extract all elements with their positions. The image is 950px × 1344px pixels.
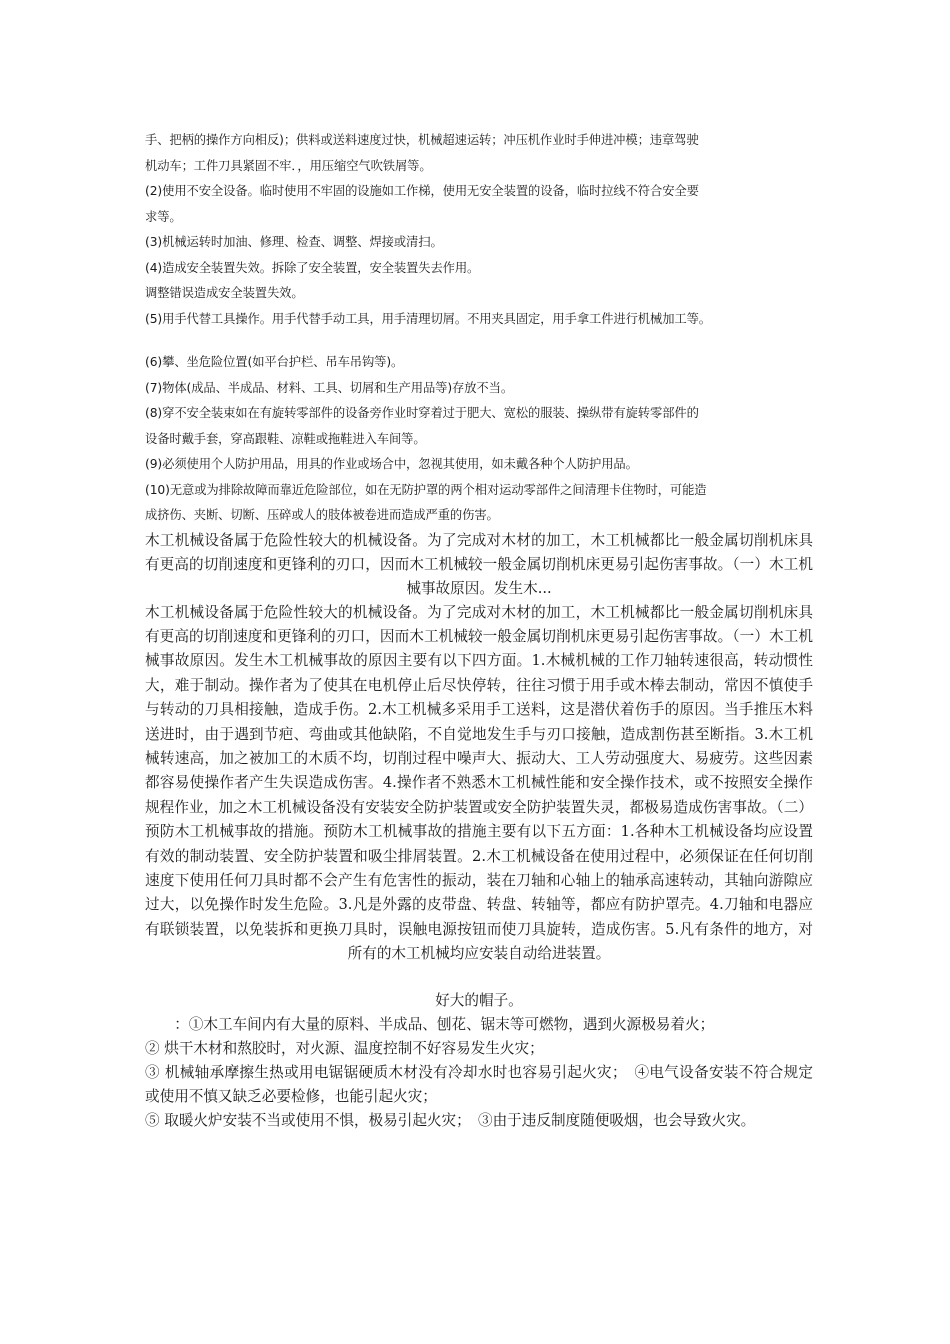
list-line: 调整错误造成安全装置失效。 xyxy=(145,286,304,300)
list-line: (10)无意或为排除故障而靠近危险部位，如在无防护罩的两个相对运动零部件之间清理卡住物时，可能造 xyxy=(145,482,707,497)
list-line: (2)使用不安全设备。临时使用不牢固的设施如工作梯，使用无安全装置的设备，临时拉线不符合安全要 xyxy=(145,184,699,198)
list-line: (3)机械运转时加油、修理、检查、调整、焊接或清扫。 xyxy=(145,235,443,249)
fire-cause-line: ③ 机械轴承摩擦生热或用电锯锯硬质木材没有冷却水时也容易引起火灾； ④电气设备安装不符合规定或使用不慎又缺乏必要检修，也能引起火灾； xyxy=(145,1064,813,1106)
body-paragraph: 木工机械设备属于危险性较大的机械设备。为了完成对木材的加工，木工机械都比一般金属切削机床具有更高的切削速度和更锋利的刃口，因而木工机械较一般金属切削机床更易引起伤害事故。（一）木工机械事故原因。发生木工机械事故的原因主要有以下四方面。1.木械机械的工作刀轴转速很高，转动惯性大，难于制动。操作者为了使其在电机停止后尽快停转，往往习惯于用手或木棒去制动，常因不慎使手与转动的刀具相接触，造成手伤。2.木工机械多采用手工送料，这是潜伏着伤手的原因。当手推压木料送进时，由于遇到节疤、弯曲或其他缺陷，不自觉地发生手与刃口接触，造成割伤甚至断指。3.木工机械转速高，加之被加工的木质不均，切削过程中噪声大、振动大、工人劳动强度大、易疲劳。这些因素都容易使操作者产生失误造成伤害。4.操作者不熟悉木工机械性能和安全操作技术，或不按照安全操作规程作业，加之木工机械设备没有安装安全防护装置或安全防护装置失灵，都极易造成伤害事故。（二）预防木工机械事故的措施。预防木工机械事故的措施主要有以下五方面：1.各种木工机械设备均应设置有效的制动装置、安全防护装置和吸尘排屑装置。2.木工机械设备在使用过程中，必须保证在任何切削速度下使用任何刀具时都不会产生有危害性的振动，装在刀轴和心轴上的轴承高速转动，其轴向游隙应过大，以免操作时发生危险。3.凡是外露的皮带盘、转盘、转轴等，都应有防护罩壳。4.刀轴和电器应有联锁装置，以免装拆和更换刀具时，误触电源按钮而使刀具旋转，造成伤害。5.凡有条件的地方，对所有的木工机械均应安装自动给进装置。 xyxy=(145,603,813,963)
list-line: (4)造成安全装置失效。拆除了安全装置，安全装置失去作用。 xyxy=(145,260,480,275)
list-line: 成挤伤、夹断、切断、压碎或人的肢体被卷进而造成严重的伤害。 xyxy=(145,508,499,522)
hat-line: 好大的帽子。 xyxy=(435,991,523,1009)
list-line: (5)用手代替工具操作。用手代替手动工具，用手清理切屑。不用夹具固定，用手拿工件进行机械加工等。 xyxy=(145,311,711,326)
list-line: (6)攀、坐危险位置(如平台护栏、吊车吊钩等)。 xyxy=(145,355,404,369)
list-line: (7)物体(成品、半成品、材料、工具、切屑和生产用品等)存放不当。 xyxy=(145,380,514,395)
list-line: 手、把柄的操作方向相反)；供料或送料速度过快，机械超速运转；冲压机作业时手伸进冲模；违章驾驶 xyxy=(145,133,699,147)
fire-cause-line: ：①木工车间内有大量的原料、半成品、刨花、锯末等可燃物，遇到火源极易着火； xyxy=(145,1015,715,1033)
list-line: (9)必须使用个人防护用品，用具的作业或场合中，忽视其使用，如未戴各种个人防护用品。 xyxy=(145,457,638,471)
list-line: (8)穿不安全装束如在有旋转零部件的设备旁作业时穿着过于肥大、宽松的服装、操纵带有旋转零部件的 xyxy=(145,406,699,420)
list-line: 求等。 xyxy=(145,209,182,224)
fire-cause-line: ⑤ 取暖火炉安装不当或使用不惧，极易引起火灾； ③由于违反制度随便吸烟，也会导致火灾。 xyxy=(145,1112,756,1130)
list-line: 机动车；工件刀具紧固不牢．，用压缩空气吹铁屑等。 xyxy=(145,158,432,173)
blank-line xyxy=(145,332,813,350)
summary-paragraph: 木工机械设备属于危险性较大的机械设备。为了完成对木材的加工，木工机械都比一般金属切削机床具有更高的切削速度和更锋利的刃口，因而木工机械较一般金属切削机床更易引起伤害事故。（一）木工机械事故原因。发生木... xyxy=(145,531,813,597)
fire-cause-line: ② 烘干木材和熬胶时，对火源、温度控制不好容易发生火灾； xyxy=(145,1039,544,1057)
list-line: 设备时戴手套，穿高跟鞋、凉鞋或拖鞋进入车间等。 xyxy=(145,431,426,446)
document-page xyxy=(145,128,813,1134)
